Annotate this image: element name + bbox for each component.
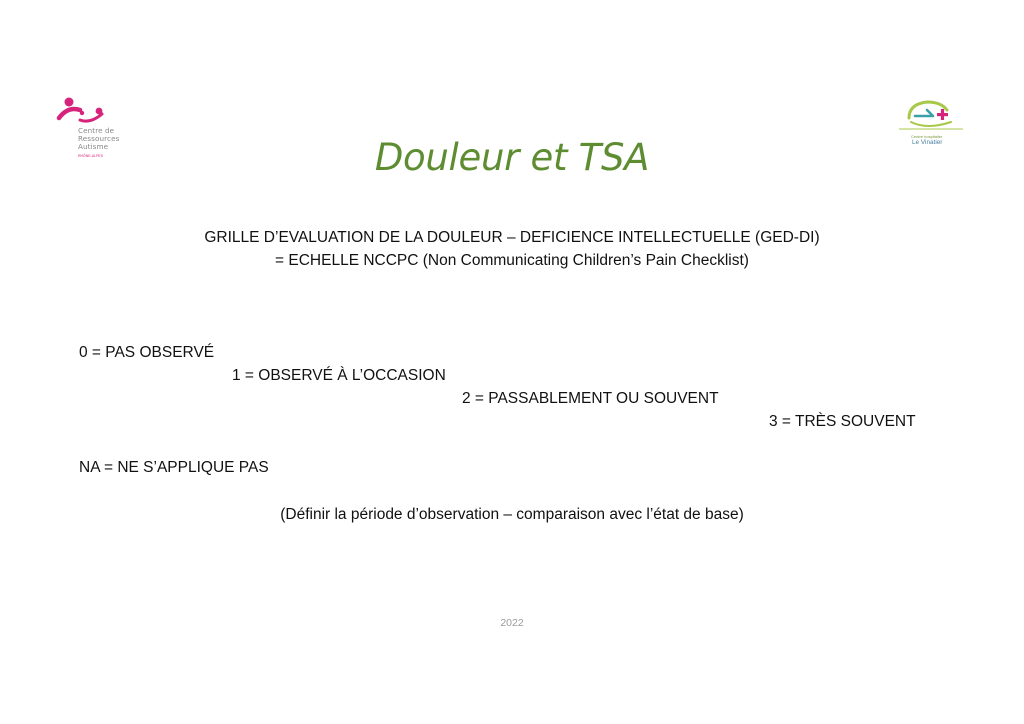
- vinatier-emblem-icon: [897, 96, 967, 136]
- cra-tagline: RHÔNE-ALPES: [78, 154, 104, 158]
- cra-figures-icon: [56, 96, 116, 128]
- cra-line3: Autisme: [78, 142, 109, 151]
- vinatier-caption1: Centre hospitalier: [911, 134, 943, 139]
- footer-year: 2022: [500, 617, 524, 629]
- scale-item-1: 1 = OBSERVÉ À L’OCCASION: [232, 367, 446, 384]
- vinatier-caption2: Le Vinatier: [912, 139, 943, 146]
- scale-item-0: 0 = PAS OBSERVÉ: [79, 344, 215, 361]
- scale-item-na: NA = NE S’APPLIQUE PAS: [79, 459, 269, 476]
- cra-line2: Ressources: [78, 134, 120, 143]
- subtitle-line1: GRILLE D’EVALUATION DE LA DOULEUR – DEFICIENCE INTELLECTUELLE (GED-DI): [204, 229, 820, 246]
- scale-item-2: 2 = PASSABLEMENT OU SOUVENT: [462, 390, 719, 407]
- subtitle-line2: = ECHELLE NCCPC (Non Communicating Children’s Pain Checklist): [275, 252, 749, 269]
- page-title: Douleur et TSA: [374, 136, 650, 179]
- scale-item-3: 3 = TRÈS SOUVENT: [769, 413, 916, 430]
- cra-line1: Centre de: [78, 126, 115, 135]
- observation-note: (Définir la période d’observation – comparaison avec l’état de base): [280, 506, 744, 523]
